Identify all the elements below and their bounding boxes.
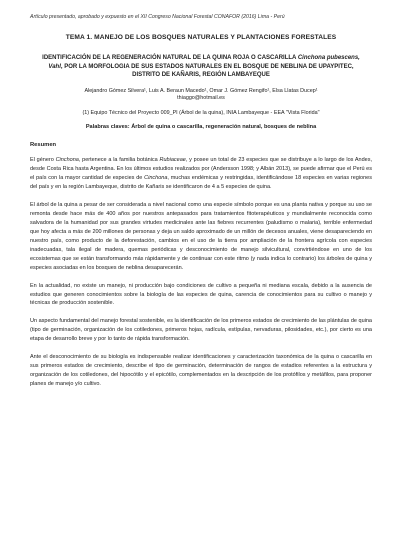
authors-block: [30, 88, 372, 103]
keywords-label: Palabras claves:: [85, 124, 130, 131]
affiliation: (1) Equipo Técnico del Proyecto 009_PI (Árbol de la quina), INIA Lambayeque - EEA "Vista Florida": [82, 110, 320, 117]
paper-title-species: Cinchona pubescens, Vahl: [48, 55, 360, 70]
p1-b: Cinchona: [55, 157, 79, 164]
paragraph-2: El árbol de la quina a pesar de ser considerada a nivel nacional como una especie símbolo porque es una planta nativa y porque su uso se remonta desde hace más de 400 años por nuestros antepasados para tratamientos fitoterapéuticos y mundialmente reconocida como salvadora de la humanidad por sus grandes virtudes medicinales ante las fiebres recurrentes (paludismo o malaria), terrible enfermedad que hoy afecta a más de 200 millones de personas y deja un saldo aproximado de un millón de decesos anuales, viene desapareciendo en nuestro país, como producto de la deforestación, cambios en el uso de la tierra por ampliación de la frontera agrícola con especies inadecuadas, tala ilegal de madera, quemas periódicas y desconocimiento de manejo silvicultural, convirtiéndose en uno de los ecosistemas que se están transformando más rápidamente y de continuar con este ritmo (y nada indica lo contrario) los árboles de quina y especies asociadas en los bosques de neblina desaparecerán.: [30, 201, 372, 271]
paragraph-1: [30, 156, 372, 192]
authors-names: Alejandro Gómez Silvera¹, Luis A. Beraun Macedo¹, Omar J. Gómez Rengifo¹, Elsa Llatas Ducep¹: [84, 87, 318, 94]
p1-a: El género: [30, 157, 56, 164]
paper-title-part1: IDENTIFICACIÓN DE LA REGENERACIÓN NATURAL DE LA QUINA ROJA O CASCARILLA: [42, 55, 298, 61]
p1-c: , pertenece a la familia botánica: [78, 157, 160, 164]
paragraph-4: Un aspecto fundamental del manejo forestal sostenible, es la identificación de los primeros estados de crecimiento de las plántulas de quina (tipo de germinación, organización de los cotiledones, primeros hojas, radícula, estípulas, nervaduras, pilosidades, etc.), por cierto es una etapa de desarrollo breve y por lo tanto de rápida transformación.: [30, 318, 372, 343]
paragraph-5: Ante el desconocimiento de su biología es indispensable realizar identificaciones y caracterización taxonómica de la quina o cascarilla en sus primeros estados de crecimiento, describe el tipo de germinación, determinación de rangos de estadios referentes a la estructura y organización de los cotiledones, del hipocótilo y el epicótilo, complementados en la descripción de los protófilos y metáfilos, para proponer planes de manejo y/o cultivo.: [30, 354, 372, 388]
resumen-heading: Resumen: [30, 142, 57, 149]
p1-g: , muchas endémicas y restringidas, identificándose 18 especies en varias regiones del país y en la región Lambayeque, distrito de Kañaris se identificaron de 4 a 5 especies de quina.: [30, 175, 372, 190]
conference-note: Artículo presentado, aprobado y expuesto en el XII Congreso Nacional Forestal CONAFOR (2016) Lima - Perú: [30, 14, 285, 20]
theme-title: TEMA 1. MANEJO DE LOS BOSQUES NATURALES Y PLANTACIONES FORESTALES: [65, 34, 337, 41]
keywords-text: Árbol de quina o cascarilla, regeneración natural, bosques de neblina: [129, 124, 317, 131]
paragraph-3: En la actualidad, no existe un manejo, ni producción bajo condiciones de cultivo a pequeña ni mediana escala, debido a la ausencia de estudios que generen conocimientos sobre la biología de las especies de quina, carencia de conocimientos para su cultivo o manejo y técnicas de producción sostenible.: [30, 282, 372, 307]
p1-d: Rubiaceae: [159, 157, 186, 164]
author-email: thiaggo@hotmail.es: [177, 94, 225, 101]
paper-title-part2: , POR LA MORFOLOGIA DE SUS ESTADOS NATURALES EN EL BOSQUE DE NEBLINA DE UPAYPITEC, DISTRITO DE KAÑARIS, REGIÓN LAMBAYEQUE: [60, 63, 354, 79]
p1-e: , y posee un total de 23 especies que se distribuye a lo largo de los Andes, desde Costa Rica hasta Argentina. En los últimos estudios realizados por (Andersson 1998; y Albán 2013), se puede afirmar que el Perú es el país con la mayor cantidad de especies de: [30, 157, 373, 182]
paper-title: [36, 54, 366, 80]
p1-f: Cinchona: [144, 175, 168, 182]
keywords: [30, 124, 372, 130]
